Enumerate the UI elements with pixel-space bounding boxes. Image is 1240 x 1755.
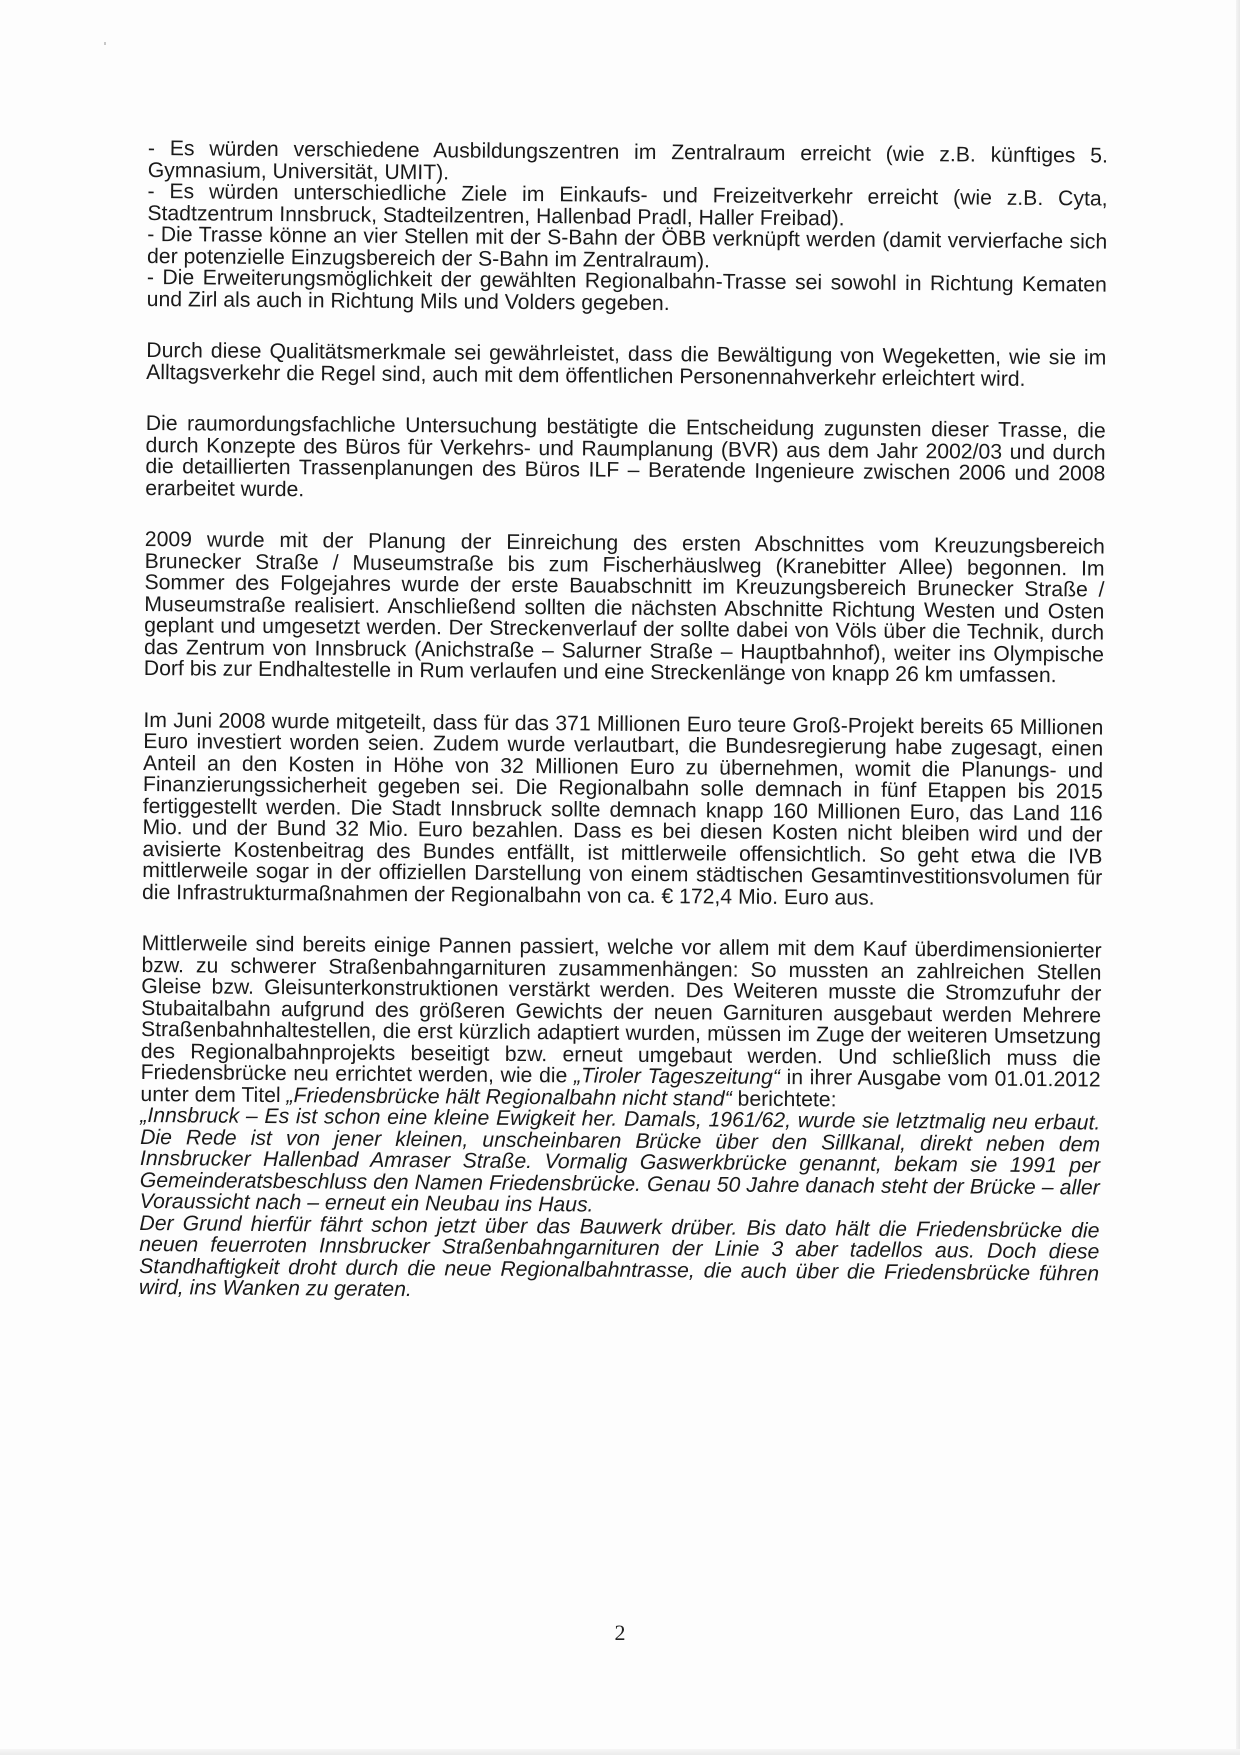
quote-paragraph: Der Grund hierfür fährt schon jetzt über das Bauwerk drüber. Bis dato hält die Friedensbrücke die neuen feuerroten Innsbrucker Straßenbahngarnituren der Linie 3 aber tadellos aus. Doch diese Standhaftigkeit droht durch die neue Regionalbahntrasse, die auch über die Friedensbrücke führen wird, ins Wanken zu geraten. — [138, 1211, 1100, 1302]
paragraph-text: Durch diese Qualitätsmerkmale sei gewährleistet, dass die Bewältigung von Wegeketten, wie sie im Alltagsverkehr die Regel sind, auch mit dem öffentlichen Personennahverkehr erleichtert wird. — [146, 338, 1107, 391]
document-body — [139, 138, 1108, 1306]
paragraph-problems — [139, 933, 1102, 1306]
paragraph-costs — [142, 709, 1103, 910]
paragraph-text: 2009 wurde mit der Planung der Einreichung des ersten Abschnittes vom Kreuzungsbereich Brunecker Straße / Museumstraße bis zum Fischerhäuslweg (Kranebitter Allee) begonnen. Im Sommer des Folgejahres wurde der erste Bauabschnitt im Kreuzungsbereich Brunecker Straße / Museumstraße realisiert. Anschließend sollten die nächsten Abschnitte Richtung Westen und Osten geplant und umgesetzt werden. Der Streckenverlauf der sollte dabei von Völs über die Technik, durch das Zentrum von Innsbruck (Anichstraße – Salurner Straße – Hauptbahnhof), weiter ins Olympische Dorf bis zur Endhaltestelle in Rum verlaufen und eine Streckenlänge von knapp 26 km umfassen. — [143, 527, 1105, 688]
page-number: 2 — [614, 1620, 626, 1645]
paragraph-text-part: Mittlerweile sind bereits einige Pannen passiert, welche vor allem mit dem Kauf überdimensionierter bzw. zu schwerer Straßenbahngarnituren zusammenhängen: So mussten an zahlreichen Stellen Gleise bzw. Gleisunterkonstruktionen verstärkt werden. Des Weiteren musste die Stromzufuhr der Stubaitalbahn aufgrund des größeren Gewichts der neuen Garnituren ausgebaut werden Mehrere Straßenbahnhaltestellen, die erst kürzlich adaptiert wurden, müssen im Zuge der weiteren Umsetzung des Regionalbahnprojekts beseitigt bzw. erneut umgebaut werden. Und schließlich muss die Friedensbrücke neu errichtet werden, wie die — [140, 931, 1102, 1088]
newspaper-name: „Tiroler Tageszeitung“ — [573, 1064, 780, 1089]
scan-edge-bottom — [0, 1749, 1240, 1755]
scan-speck — [104, 42, 106, 45]
article-title: „Friedensbrücke hält Regionalbahn nicht stand“ — [286, 1083, 732, 1111]
paragraph-text: Die raumordungsfachliche Untersuchung bestätigte die Entscheidung zugunsten dieser Trasse, die durch Konzepte des Büros für Verkehrs- und Raumplanung (BVR) aus dem Jahr 2002/03 und durch die detaillierten Trassenplanungen des Büros ILF – Beratende Ingenieure zwischen 2006 und 2008 erarbeitet wurde. — [145, 411, 1106, 501]
bullet-list — [147, 138, 1108, 318]
paragraph-spatial-study — [145, 413, 1106, 507]
paragraph-text — [140, 933, 1101, 1113]
bullet-item: - Es würden verschiedene Ausbildungszentren im Zentralraum erreicht (wie z.B. künftiges 5. Gymnasium, Universität, UMIT). — [147, 137, 1108, 184]
paragraph-quality — [146, 340, 1106, 391]
bullet-item: - Es würden unterschiedliche Ziele im Einkaufs- und Freizeitverkehr erreicht (wie z.B. Cyta, Stadtzentrum Innsbruck, Stadteilzentren, Hallenbad Pradl, Haller Freibad). — [147, 179, 1108, 230]
paragraph-planning-2009 — [144, 529, 1105, 687]
quote-paragraph: „Innsbruck – Es ist schon eine kleine Ewigkeit her. Damals, 1961/62, wurde sie letztmalig neu erbaut. Die Rede ist von jener kleinen, unscheinbaren Brücke über den Sillkanal, direkt neben dem Innsbrucker Hallenbad Amraser Straße. Vormalig Gaswerkbrücke genannt, bekam sie 1991 per Gemeinderatsbeschluss den Namen Friedensbrücke. Genau 50 Jahre danach steht der Brücke – aller Voraussicht nach – erneut ein Neubau ins Haus. — [139, 1103, 1101, 1217]
scan-edge-right — [1236, 0, 1240, 1755]
paragraph-text: Im Juni 2008 wurde mitgeteilt, dass für das 371 Millionen Euro teure Groß-Projekt bereits 65 Millionen Euro investiert worden seien. Zudem wurde verlautbart, die Bundesregierung habe zugesagt, einen Anteil an den Kosten in Höhe von 32 Millionen Euro zu übernehmen, womit die Planungs- und Finanzierungssicherheit gegeben sei. Die Regionalbahn solle demnach in fünf Etappen bis 2015 fertiggestellt werden. Die Stadt Innsbruck sollte demnach knapp 160 Millionen Euro, das Land 116 Mio. und der Bund 32 Mio. Euro bezahlen. Dass es bei diesen Kosten nicht bleiben wird und der avisierte Kostenbeitrag des Bundes entfällt, ist mittlerweile offensichtlich. So geht etwa die IVB mittlerweile sogar in der offiziellen Darstellung von einem städtischen Gesamtinvestitionsvolumen für die Infrastrukturmaßnahmen der Regionalbahn von ca. € 172,4 Mio. Euro aus. — [141, 708, 1104, 910]
paragraph-text-part: in ihrer Ausgabe vom 01.01.2012 unter dem Titel — [140, 1065, 1101, 1107]
bullet-item: - Die Trasse könne an vier Stellen mit der S-Bahn der ÖBB verknüpft werden (damit vervierfache sich der potenzielle Einzugsbereich der S-Bahn im Zentralraum). — [146, 222, 1108, 272]
bullet-item: - Die Erweiterungsmöglichkeit der gewählten Regionalbahn-Trasse sei sowohl in Richtung Kematen und Zirl als auch in Richtung Mils und Volders gegeben. — [146, 265, 1107, 315]
paragraph-text-part: berichtete: — [731, 1087, 837, 1111]
